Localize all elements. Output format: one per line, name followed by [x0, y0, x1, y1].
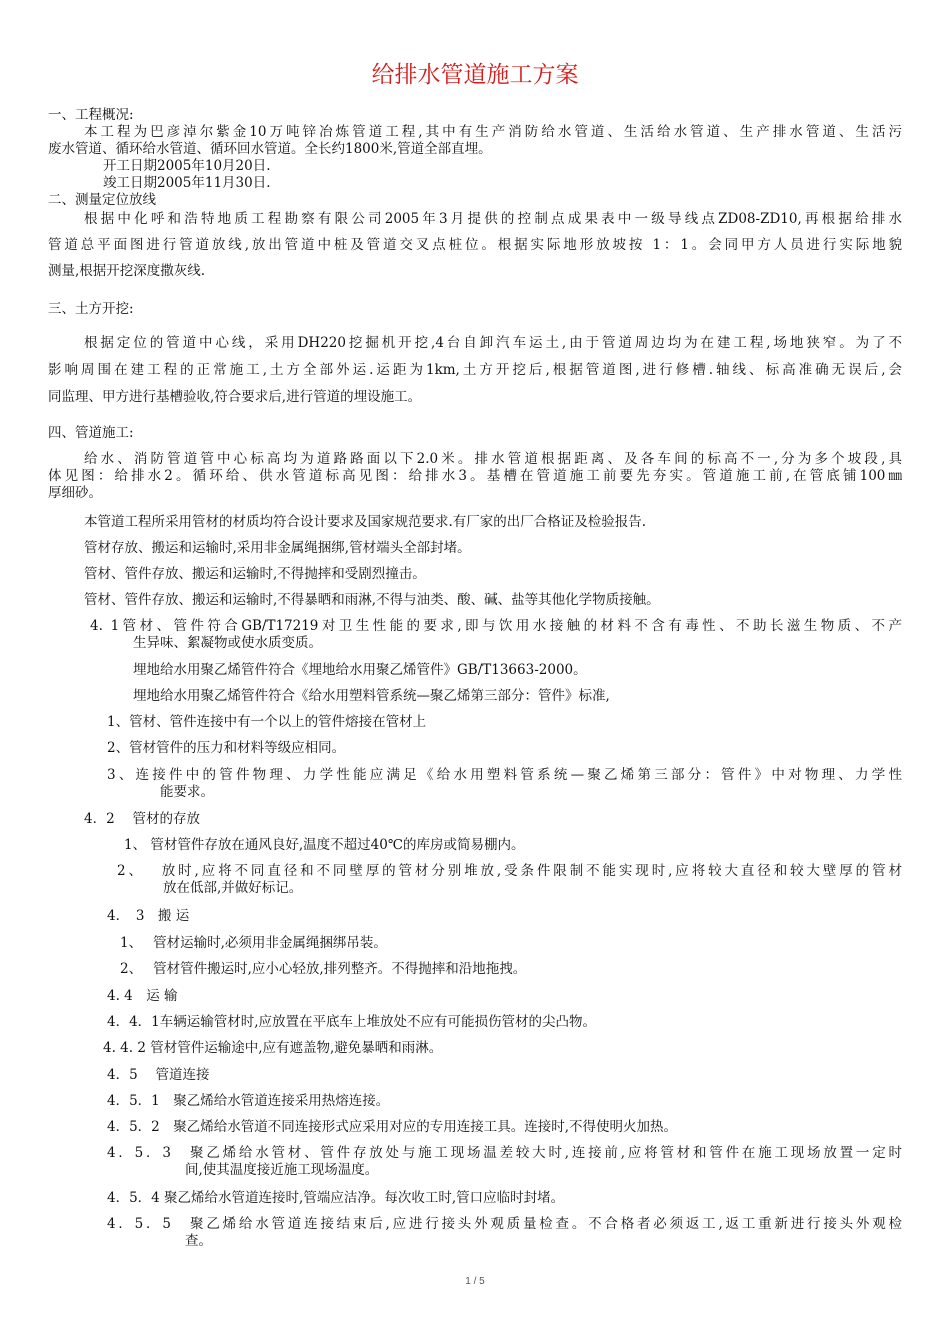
item-4-2-1: 1、 管材管件存放在通风良好,温度不超过40℃的库房或简易棚内。 — [124, 837, 525, 853]
item-4-5-1: 4．5．1 聚乙烯给水管道连接采用热熔连接。 — [107, 1093, 390, 1109]
item-4-5-2: 4．5．2 聚乙烯给水管道不同连接形式应采用对应的专用连接工具。连接时,不得使明火加热。 — [107, 1119, 678, 1135]
section-1-para-line-1: 本工程为巴彦淖尔紫金10万吨锌冶炼管道工程,其中有生产消防给水管道、生活给水管道、生产排水管道、生活污 — [84, 124, 902, 140]
item-4-5-3-line-2: 间,使其温度接近施工现场温度。 — [185, 1162, 379, 1178]
page-number: 1 / 5 — [465, 1276, 485, 1287]
section-4-line-2: 体见图：给排水2。循环给、供水管道标高见图：给排水3。基槽在管道施工前要先夯实。管道施工前,在管底铺100㎜ — [48, 468, 902, 484]
storage-note-1: 管材存放、搬运和运输时,采用非金属绳捆绑,管材端头全部封堵。 — [84, 540, 471, 556]
end-date: 竣工日期2005年11月30日. — [103, 175, 271, 191]
section-3-line-3: 同监理、甲方进行基槽验收,符合要求后,进行管道的埋设施工。 — [48, 389, 422, 405]
item-4-3-1: 1、 管材运输时,必须用非金属绳捆绑吊装。 — [120, 935, 387, 951]
item-4-2-2-line-1: 2、 放时,应将不同直径和不同壁厚的管材分别堆放,受条件限制不能实现时,应将较大直径和较大壁厚的管材 — [117, 863, 902, 879]
item-4-5-3-line-1: 4．5．3 聚乙烯给水管材、管件存放处与施工现场温差较大时,连接前,应将管材和管件在施工现场放置一定时 — [107, 1145, 902, 1161]
item-4-1-line-2: 生异味、絮凝物或使水质变质。 — [133, 635, 322, 651]
section-2-line-3: 测量,根据开挖深度撒灰线. — [48, 263, 206, 279]
heading-4-2: 4．2 管材的存放 — [84, 811, 200, 827]
item-4-2-2-line-2: 放在低部,并做好标记。 — [163, 880, 303, 896]
section-1-para-line-2: 废水管道、循环给水管道、循环回水管道。全长约1800米,管道全部直埋。 — [48, 141, 492, 157]
requirement-1: 1、管材、管件连接中有一个以上的管件熔接在管材上 — [107, 714, 427, 730]
section-3-line-2: 影响周围在建工程的正常施工,土方全部外运.运距为1km,土方开挖后,根据管道图,进行修槽.轴线、标高准确无误后,会 — [48, 362, 902, 378]
section-4-heading: 四、管道施工: — [48, 425, 134, 441]
section-4-line-3: 厚细砂。 — [48, 485, 102, 501]
document-title: 给排水管道施工方案 — [371, 62, 579, 88]
item-4-4-1: 4．4．1车辆运输管材时,应放置在平底车上堆放处不应有可能损伤管材的尖凸物。 — [107, 1014, 597, 1030]
start-date: 开工日期2005年10月20日. — [103, 158, 271, 174]
section-2-line-2: 管道总平面图进行管道放线,放出管道中桩及管道交叉点桩位。根据实际地形放坡按 1：1。会同甲方人员进行实际地貌 — [48, 237, 902, 253]
section-3-heading: 三、土方开挖: — [48, 301, 134, 317]
heading-4-5: 4．5 管道连接 — [107, 1067, 210, 1083]
section-4-line-1: 给水、消防管道管中心标高均为道路路面以下2.0米。排水管道根据距离、及各车间的标高不一,分为多个坡段,具 — [84, 451, 902, 467]
item-4-5-4: 4．5．4 聚乙烯给水管道连接时,管端应洁净。每次收工时,管口应临时封堵。 — [107, 1190, 565, 1206]
item-4-1-line-1: 4. 1管材、管件符合GB/T17219对卫生性能的要求,即与饮用水接触的材料不含有毒性、不助长滋生物质、不产 — [90, 618, 902, 634]
storage-note-2: 管材、管件存放、搬运和运输时,不得抛摔和受剧烈撞击。 — [84, 566, 426, 582]
requirement-3-line-1: 3、连接件中的管件物理、力学性能应满足《给水用塑料管系统—聚乙烯第三部分：管件》中对物理、力学性 — [107, 767, 902, 783]
item-4-3-2: 2、 管材管件搬运时,应小心轻放,排列整齐。不得抛摔和沿地拖拽。 — [120, 961, 527, 977]
heading-4-4: 4. 4 运 输 — [107, 988, 178, 1004]
item-4-4-2: 4. 4. 2 管材管件运输途中,应有遮盖物,避免暴晒和雨淋。 — [103, 1040, 443, 1056]
requirement-2: 2、管材管件的压力和材料等级应相同。 — [107, 740, 346, 756]
section-2-heading: 二、测量定位放线 — [48, 192, 156, 208]
material-standard-note: 本管道工程所采用管材的材质均符合设计要求及国家规范要求.有厂家的出厂合格证及检验报告. — [84, 514, 647, 530]
section-1-heading: 一、工程概况: — [48, 107, 134, 123]
section-3-line-1: 根据定位的管道中心线，采用DH220挖掘机开挖,4台自卸汽车运土,由于管道周边均为在建工程,场地狭窄。为了不 — [84, 335, 902, 351]
heading-4-3: 4． 3 搬 运 — [107, 908, 190, 924]
standard-line-1: 埋地给水用聚乙烯管件符合《埋地给水用聚乙烯管件》GB/T13663-2000。 — [133, 662, 587, 678]
item-4-5-5-line-2: 查。 — [185, 1233, 212, 1249]
item-4-5-5-line-1: 4．5．5 聚乙烯给水管道连接结束后,应进行接头外观质量检查。不合格者必须返工,返工重新进行接头外观检 — [107, 1216, 902, 1232]
standard-line-2: 埋地给水用聚乙烯管件符合《给水用塑料管系统—聚乙烯第三部分：管件》标准, — [133, 688, 610, 704]
requirement-3-line-2: 能要求。 — [160, 784, 214, 800]
storage-note-3: 管材、管件存放、搬运和运输时,不得暴晒和雨淋,不得与油类、酸、碱、盐等其他化学物质接触。 — [84, 592, 660, 608]
section-2-line-1: 根据中化呼和浩特地质工程勘察有限公司2005年3月提供的控制点成果表中一级导线点ZD08-ZD10,再根据给排水 — [84, 211, 902, 227]
